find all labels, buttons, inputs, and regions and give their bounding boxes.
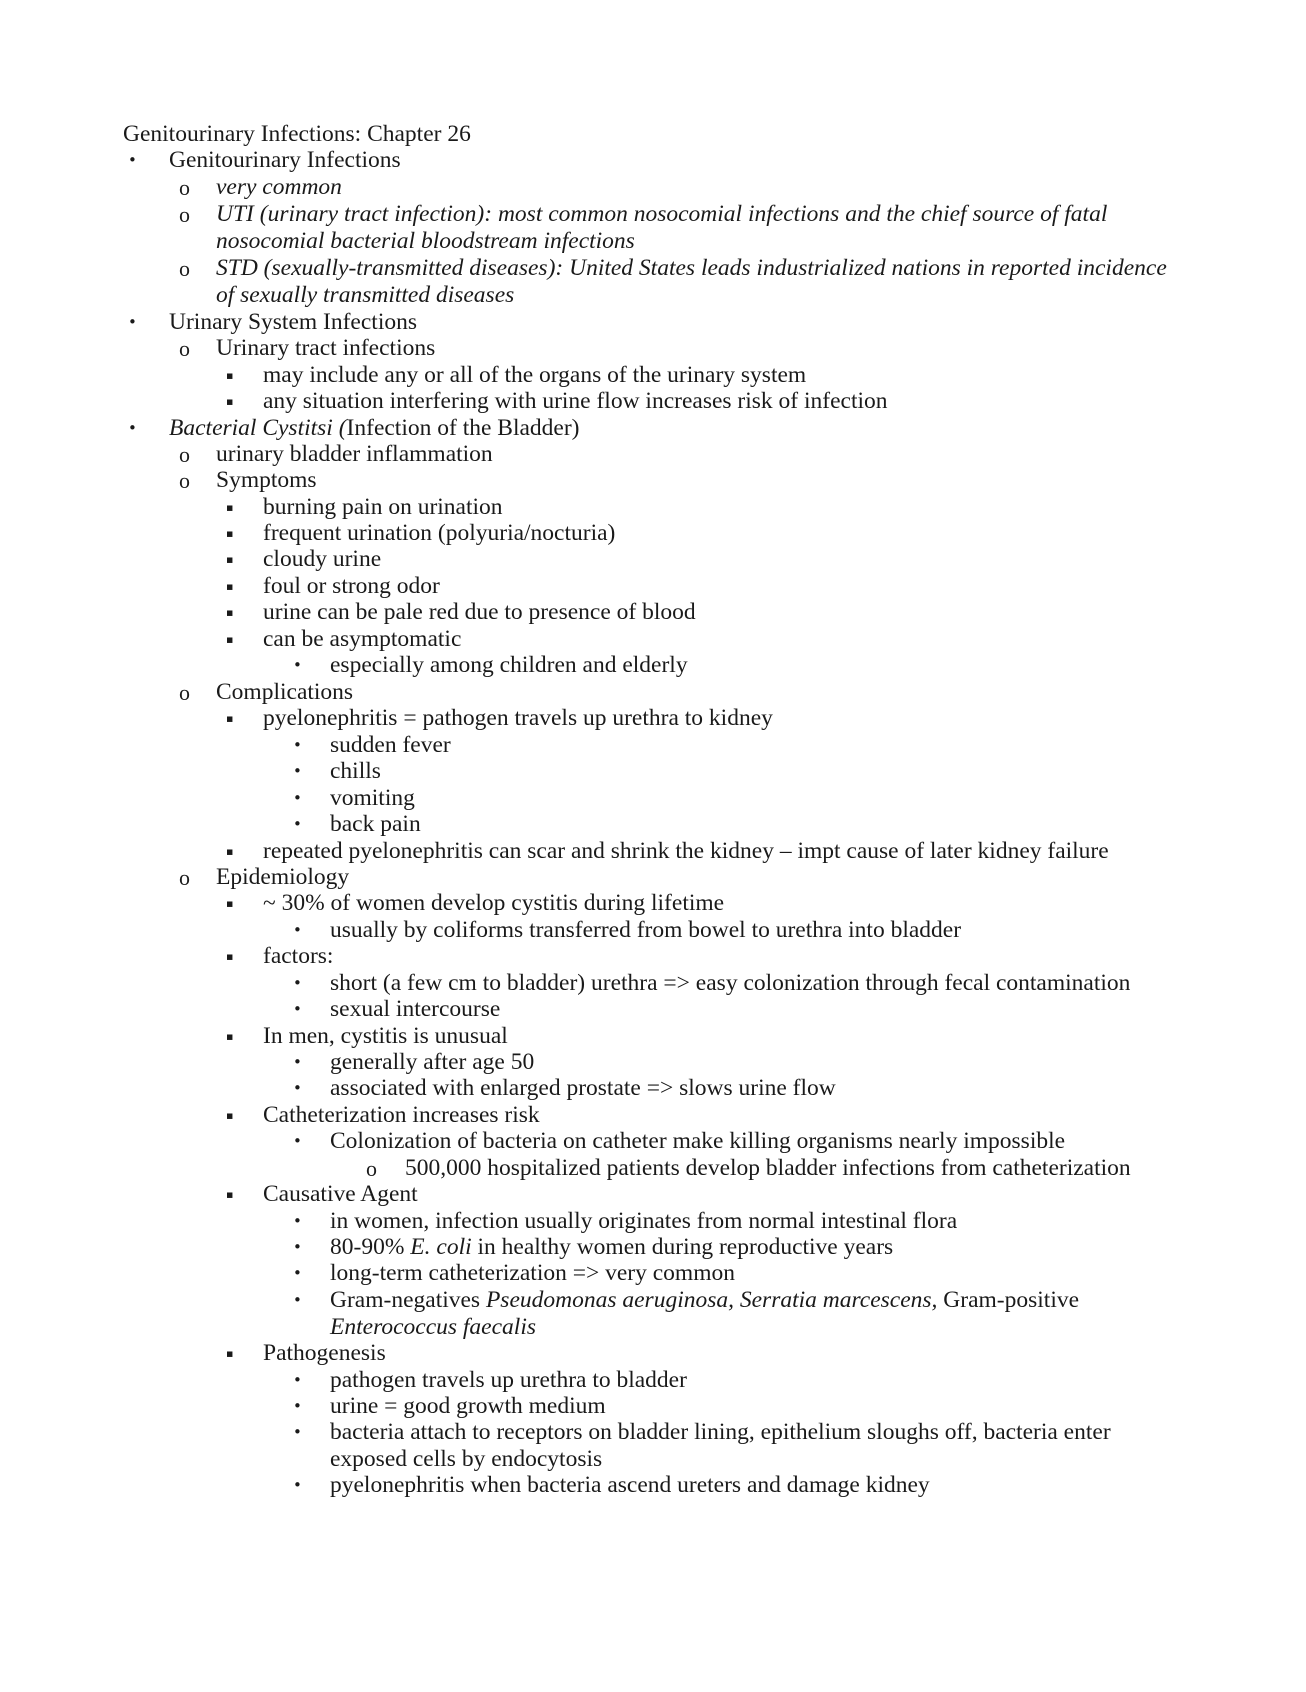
outline-item-level-3 [263, 1340, 386, 1367]
text-run: Urinary System Infections [169, 309, 418, 335]
outline-item-level-3 [263, 546, 381, 573]
text-run: Causative Agent [263, 1181, 418, 1207]
outline-item-level-4 [330, 1393, 606, 1420]
outline-item-level-1 [169, 415, 580, 442]
outline-item-level-3 [263, 705, 773, 732]
outline-item-level-4 [330, 1234, 893, 1261]
text-run: cloudy urine [263, 546, 382, 572]
text-run: back pain [330, 811, 421, 837]
bullet-icon: • [293, 1079, 302, 1097]
text-run: factors: [263, 943, 334, 969]
text-run: short (a few cm to bladder) urethra => easy colonization through fecal contamination [330, 970, 1131, 996]
circle-bullet-icon: o [179, 442, 190, 467]
outline-item-level-3 [263, 626, 461, 653]
text-run: vomiting [330, 785, 415, 811]
text-run: urine = good growth medium [330, 1393, 606, 1419]
outline-item-level-1 [169, 309, 417, 336]
text-run: ~ 30% of women develop cystitis during lifetime [263, 890, 725, 916]
text-run: exposed cells by endocytosis [330, 1446, 603, 1472]
square-bullet-icon: ▪ [226, 1188, 234, 1201]
text-run: Bacterial Cystitsi ( [169, 415, 347, 441]
text-run: Gram-negatives [330, 1287, 486, 1313]
text-run: E. coli [410, 1234, 472, 1260]
text-run: Epidemiology [216, 864, 350, 890]
circle-bullet-icon: o [179, 865, 190, 890]
bullet-icon: • [293, 656, 302, 674]
text-run: burning pain on urination [263, 494, 503, 520]
outline-item-level-4 [330, 1075, 836, 1102]
bullet-icon: • [293, 1000, 302, 1018]
text-run: associated with enlarged prostate => slows urine flow [330, 1075, 836, 1101]
outline-item-level-2 [216, 174, 342, 201]
outline-item-level-3 [263, 890, 724, 917]
text-run: nosocomial bacterial bloodstream infections [216, 228, 635, 254]
outline-item-level-4 [330, 1128, 1065, 1155]
outline-item-level-3 [263, 943, 333, 970]
bullet-icon: • [293, 1212, 302, 1230]
square-bullet-icon: ▪ [226, 1030, 234, 1043]
outline-item-level-2 [216, 228, 635, 255]
bullet-icon: • [293, 974, 302, 992]
outline-item-level-4 [330, 1314, 536, 1341]
outline-item-level-3 [263, 1023, 508, 1050]
outline-item-level-4 [330, 732, 451, 759]
text-run: may include any or all of the organs of the urinary system [263, 362, 807, 388]
square-bullet-icon: ▪ [226, 395, 234, 408]
text-run: Catheterization increases risk [263, 1102, 540, 1128]
outline-item-level-5 [405, 1155, 1131, 1182]
outline-item-level-2 [216, 467, 317, 494]
text-run: Pathogenesis [263, 1340, 386, 1366]
text-run: Urinary tract infections [216, 335, 436, 361]
text-run: any situation interfering with urine flow increases risk of infection [263, 388, 888, 414]
outline-item-level-1 [169, 147, 401, 174]
bullet-icon: • [293, 1397, 302, 1415]
outline-item-level-2 [216, 679, 353, 706]
outline-item-level-4 [330, 785, 415, 812]
bullet-icon: • [128, 151, 137, 169]
text-run: sudden fever [330, 732, 451, 758]
outline-item-level-4 [330, 1049, 534, 1076]
circle-bullet-icon: o [366, 1156, 377, 1181]
outline-item-level-3 [263, 1181, 418, 1208]
outline-item-level-3 [263, 573, 440, 600]
square-bullet-icon: ▪ [226, 369, 234, 382]
outline-item-level-2 [216, 282, 514, 309]
bullet-icon: • [293, 1476, 302, 1494]
outline-item-level-4 [330, 1472, 930, 1499]
text-run: usually by coliforms transferred from bowel to urethra into bladder [330, 917, 962, 943]
outline-item-level-3 [263, 520, 615, 547]
text-run: Enterococcus faecalis [330, 1314, 536, 1340]
outline-item-level-2 [216, 255, 1167, 282]
outline-item-level-4 [330, 758, 381, 785]
bullet-icon: • [293, 1132, 302, 1150]
square-bullet-icon: ▪ [226, 1347, 234, 1360]
text-run: in healthy women during reproductive years [471, 1234, 894, 1260]
outline-item-level-2 [216, 864, 349, 891]
text-run: pyelonephritis = pathogen travels up urethra to kidney [263, 705, 773, 731]
square-bullet-icon: ▪ [226, 950, 234, 963]
text-run: long-term catheterization => very common [330, 1260, 735, 1286]
square-bullet-icon: ▪ [226, 580, 234, 593]
bullet-icon: • [293, 762, 302, 780]
bullet-icon: • [293, 1371, 302, 1389]
circle-bullet-icon: o [179, 680, 190, 705]
text-run: Complications [216, 679, 354, 705]
text-run: STD (sexually-transmitted diseases): United States leads industrialized nations in reported incidence [216, 255, 1167, 281]
text-run: pyelonephritis when bacteria ascend ureters and damage kidney [330, 1472, 930, 1498]
text-run: urine can be pale red due to presence of blood [263, 599, 696, 625]
text-run: pathogen travels up urethra to bladder [330, 1367, 687, 1393]
bullet-icon: • [293, 921, 302, 939]
text-run: 500,000 hospitalized patients develop bladder infections from catheterization [405, 1155, 1131, 1181]
bullet-icon: • [293, 1423, 302, 1441]
text-run: urinary bladder inflammation [216, 441, 493, 467]
outline-item-level-4 [330, 1446, 602, 1473]
square-bullet-icon: ▪ [226, 845, 234, 858]
bullet-icon: • [128, 419, 137, 437]
text-run: Genitourinary Infections [169, 147, 401, 173]
outline-item-level-4 [330, 970, 1130, 997]
bullet-icon: • [293, 1291, 302, 1309]
circle-bullet-icon: o [179, 336, 190, 361]
outline-item-level-2 [216, 335, 435, 362]
bullet-icon: • [293, 736, 302, 754]
outline-item-level-3 [263, 1102, 540, 1129]
circle-bullet-icon: o [179, 468, 190, 493]
outline-item-level-4 [330, 1287, 1079, 1314]
text-run: Infection of the Bladder) [346, 415, 580, 441]
outline-item-level-3 [263, 838, 1109, 865]
outline-item-level-3 [263, 362, 806, 389]
square-bullet-icon: ▪ [226, 897, 234, 910]
circle-bullet-icon: o [179, 256, 190, 281]
text-run: frequent urination (polyuria/nocturia) [263, 520, 616, 546]
text-run: bacteria attach to receptors on bladder lining, epithelium sloughs off, bacteria enter [330, 1419, 1111, 1445]
outline-item-level-4 [330, 1208, 957, 1235]
text-run: repeated pyelonephritis can scar and shrink the kidney – impt cause of later kidney failure [263, 838, 1109, 864]
outline-item-level-4 [330, 917, 961, 944]
text-run: Symptoms [216, 467, 317, 493]
text-run: can be asymptomatic [263, 626, 462, 652]
text-run: chills [330, 758, 381, 784]
bullet-icon: • [293, 1238, 302, 1256]
outline-item-level-4 [330, 996, 500, 1023]
outline-item-level-2 [216, 441, 493, 468]
text-run: Colonization of bacteria on catheter make killing organisms nearly impossible [330, 1128, 1066, 1154]
outline-item-level-4 [330, 1367, 687, 1394]
square-bullet-icon: ▪ [226, 606, 234, 619]
outline-item-level-3 [263, 599, 696, 626]
bullet-icon: • [293, 815, 302, 833]
page-title: Genitourinary Infections: Chapter 26 [123, 121, 471, 147]
bullet-icon: • [293, 1053, 302, 1071]
bullet-icon: • [293, 789, 302, 807]
square-bullet-icon: ▪ [226, 553, 234, 566]
outline-item-level-3 [263, 494, 503, 521]
circle-bullet-icon: o [179, 202, 190, 227]
outline-item-level-4 [330, 811, 421, 838]
outline-item-level-3 [263, 388, 888, 415]
text-run: Gram-positive [937, 1287, 1080, 1313]
outline-item-level-4 [330, 1260, 735, 1287]
text-run: In men, cystitis is unusual [263, 1023, 508, 1049]
outline-item-level-4 [330, 652, 688, 679]
text-run: especially among children and elderly [330, 652, 688, 678]
square-bullet-icon: ▪ [226, 527, 234, 540]
text-run: UTI (urinary tract infection): most common nosocomial infections and the chief source of fatal [216, 201, 1108, 227]
text-run: foul or strong odor [263, 573, 440, 599]
outline-item-level-2 [216, 201, 1107, 228]
bullet-icon: • [128, 313, 137, 331]
square-bullet-icon: ▪ [226, 501, 234, 514]
text-run: 80-90% [330, 1234, 411, 1260]
text-run: generally after age 50 [330, 1049, 535, 1075]
text-run: of sexually transmitted diseases [216, 282, 515, 308]
text-run: in women, infection usually originates from normal intestinal flora [330, 1208, 958, 1234]
square-bullet-icon: ▪ [226, 712, 234, 725]
circle-bullet-icon: o [179, 175, 190, 200]
text-run: Pseudomonas aeruginosa, Serratia marcescens, [485, 1287, 938, 1313]
text-run: sexual intercourse [330, 996, 501, 1022]
square-bullet-icon: ▪ [226, 1109, 234, 1122]
outline-item-level-4 [330, 1419, 1111, 1446]
text-run: very common [216, 174, 342, 200]
square-bullet-icon: ▪ [226, 633, 234, 646]
bullet-icon: • [293, 1264, 302, 1282]
